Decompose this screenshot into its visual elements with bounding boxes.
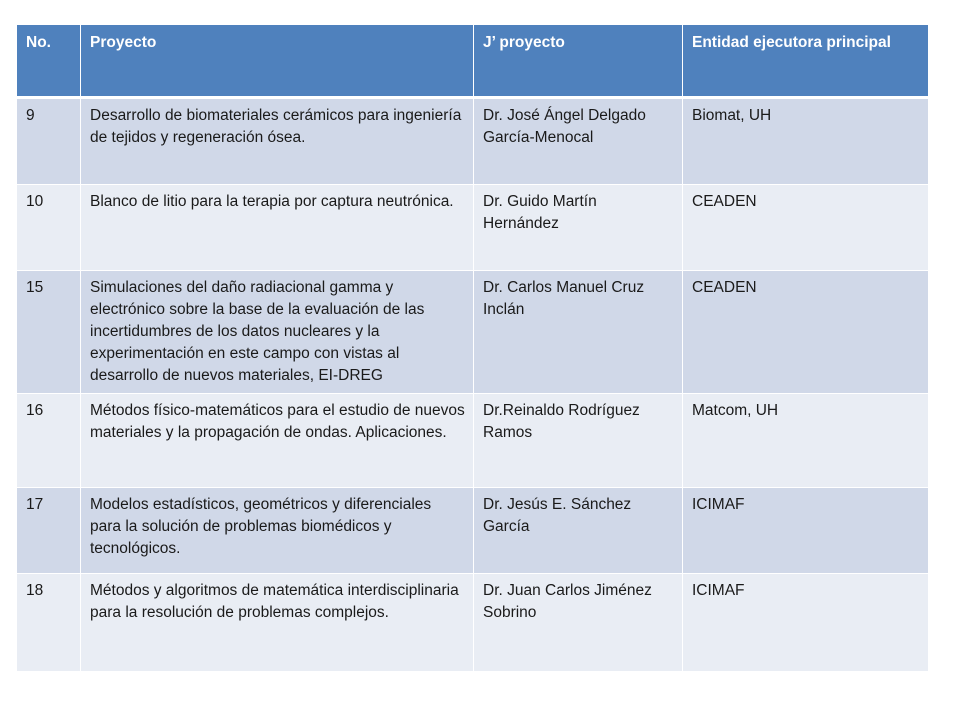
cell-no: 9	[17, 98, 81, 185]
table-row	[17, 488, 929, 574]
header-jefe-proyecto: J’ proyecto	[474, 25, 683, 98]
cell-jefe: Dr. Jesús E. Sánchez García	[474, 488, 683, 574]
cell-entidad: CEADEN	[683, 185, 929, 271]
table-row	[17, 185, 929, 271]
cell-jefe: Dr. Carlos Manuel Cruz Inclán	[474, 271, 683, 394]
table-row	[17, 574, 929, 672]
cell-jefe: Dr. Guido Martín Hernández	[474, 185, 683, 271]
cell-proyecto: Modelos estadísticos, geométricos y diferenciales para la solución de problemas biomédicos y tecnológicos.	[81, 488, 474, 574]
cell-proyecto: Desarrollo de biomateriales cerámicos para ingeniería de tejidos y regeneración ósea.	[81, 98, 474, 185]
table-row	[17, 271, 929, 394]
cell-no: 15	[17, 271, 81, 394]
cell-no: 16	[17, 394, 81, 488]
table-row	[17, 394, 929, 488]
cell-proyecto: Simulaciones del daño radiacional gamma y electrónico sobre la base de la evaluación de las incertidumbres de los datos nucleares y la experimentación en este campo con vistas al desarrollo de nuevos materiales, EI-DREG	[81, 271, 474, 394]
table-header-row	[17, 25, 929, 98]
table-row	[17, 98, 929, 185]
cell-jefe: Dr. José Ángel Delgado García-Menocal	[474, 98, 683, 185]
projects-table	[16, 24, 929, 672]
cell-proyecto: Métodos y algoritmos de matemática interdisciplinaria para la resolución de problemas complejos.	[81, 574, 474, 672]
cell-entidad: CEADEN	[683, 271, 929, 394]
cell-no: 17	[17, 488, 81, 574]
cell-proyecto: Métodos físico-matemáticos para el estudio de nuevos materiales y la propagación de ondas. Aplicaciones.	[81, 394, 474, 488]
cell-entidad: ICIMAF	[683, 488, 929, 574]
cell-no: 10	[17, 185, 81, 271]
header-entidad: Entidad ejecutora principal	[683, 25, 929, 98]
cell-entidad: ICIMAF	[683, 574, 929, 672]
header-no: No.	[17, 25, 81, 98]
cell-jefe: Dr. Juan Carlos Jiménez Sobrino	[474, 574, 683, 672]
header-proyecto: Proyecto	[81, 25, 474, 98]
cell-proyecto: Blanco de litio para la terapia por captura neutrónica.	[81, 185, 474, 271]
cell-no: 18	[17, 574, 81, 672]
cell-entidad: Biomat, UH	[683, 98, 929, 185]
cell-entidad: Matcom, UH	[683, 394, 929, 488]
cell-jefe: Dr.Reinaldo Rodríguez Ramos	[474, 394, 683, 488]
